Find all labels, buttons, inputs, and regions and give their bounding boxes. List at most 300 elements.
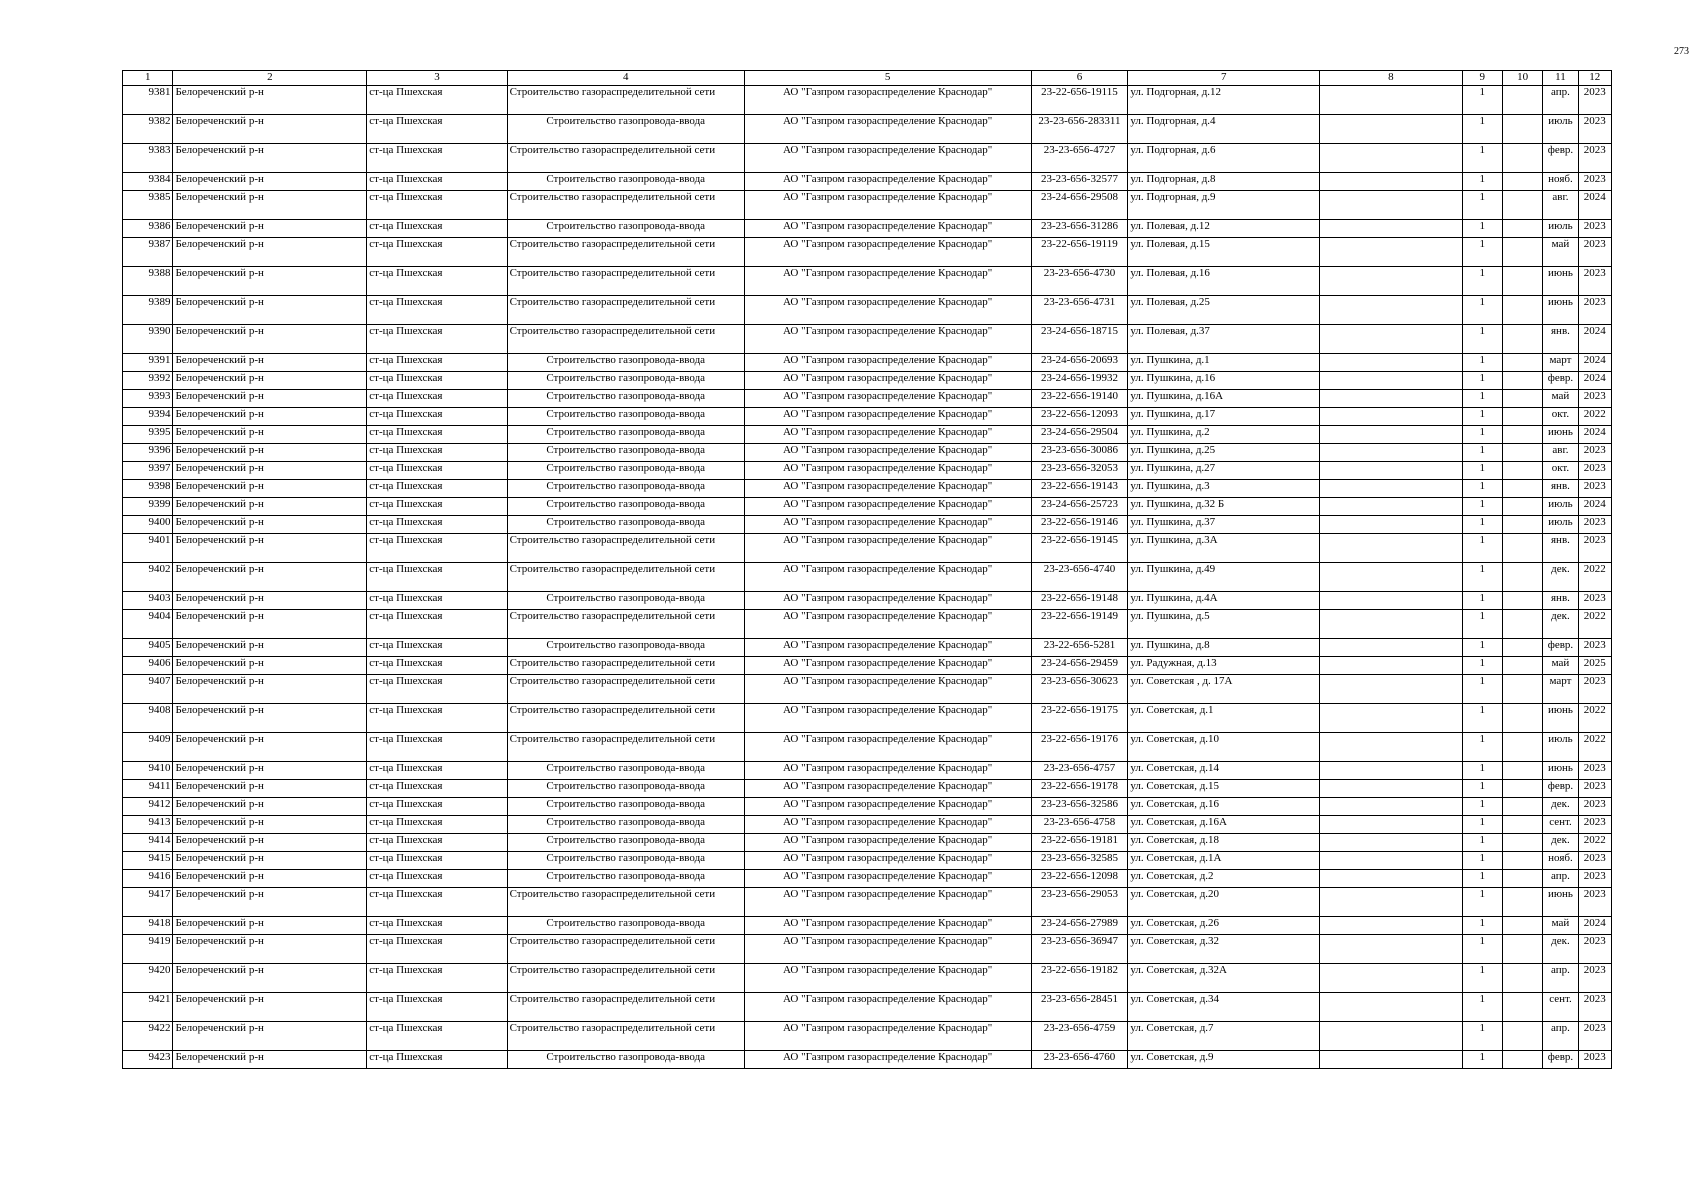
empty-cell — [1320, 173, 1462, 191]
organization-cell: АО "Газпром газораспределение Краснодар" — [744, 480, 1031, 498]
empty-cell — [1502, 1051, 1542, 1069]
column-header: 7 — [1128, 71, 1320, 86]
empty-cell — [1320, 798, 1462, 816]
month-cell: дек. — [1543, 834, 1578, 852]
address-cell: ул. Советская, д.15 — [1128, 780, 1320, 798]
year-cell: 2024 — [1578, 354, 1611, 372]
empty-cell — [1502, 675, 1542, 704]
quantity-cell: 1 — [1462, 325, 1502, 354]
address-cell: ул. Советская, д.34 — [1128, 993, 1320, 1022]
year-cell: 2023 — [1578, 173, 1611, 191]
organization-cell: АО "Газпром газораспределение Краснодар" — [744, 238, 1031, 267]
table-row — [123, 444, 1612, 462]
empty-cell — [1502, 426, 1542, 444]
organization-cell: АО "Газпром газораспределение Краснодар" — [744, 534, 1031, 563]
row-number: 9395 — [123, 426, 173, 444]
address-cell: ул. Советская, д.16А — [1128, 816, 1320, 834]
district-cell: Белореченский р-н — [173, 780, 367, 798]
quantity-cell: 1 — [1462, 480, 1502, 498]
district-cell: Белореченский р-н — [173, 534, 367, 563]
work-type-cell: Строительство газораспределительной сети — [507, 1022, 744, 1051]
district-cell: Белореченский р-н — [173, 325, 367, 354]
settlement-cell: ст-ца Пшехская — [367, 610, 507, 639]
year-cell: 2024 — [1578, 917, 1611, 935]
address-cell: ул. Пушкина, д.5 — [1128, 610, 1320, 639]
month-cell: июнь — [1543, 704, 1578, 733]
empty-cell — [1502, 870, 1542, 888]
district-cell: Белореченский р-н — [173, 852, 367, 870]
quantity-cell: 1 — [1462, 408, 1502, 426]
column-header: 3 — [367, 71, 507, 86]
district-cell: Белореченский р-н — [173, 704, 367, 733]
month-cell: янв. — [1543, 480, 1578, 498]
empty-cell — [1502, 372, 1542, 390]
quantity-cell: 1 — [1462, 780, 1502, 798]
object-code-cell: 23-23-656-283311 — [1031, 115, 1128, 144]
address-cell: ул. Советская , д. 17А — [1128, 675, 1320, 704]
year-cell: 2022 — [1578, 834, 1611, 852]
table-row — [123, 462, 1612, 480]
object-code-cell: 23-22-656-19143 — [1031, 480, 1128, 498]
settlement-cell: ст-ца Пшехская — [367, 191, 507, 220]
settlement-cell: ст-ца Пшехская — [367, 115, 507, 144]
district-cell: Белореченский р-н — [173, 191, 367, 220]
year-cell: 2023 — [1578, 1022, 1611, 1051]
empty-cell — [1320, 639, 1462, 657]
empty-cell — [1502, 390, 1542, 408]
empty-cell — [1502, 462, 1542, 480]
empty-cell — [1320, 816, 1462, 834]
settlement-cell: ст-ца Пшехская — [367, 534, 507, 563]
quantity-cell: 1 — [1462, 390, 1502, 408]
settlement-cell: ст-ца Пшехская — [367, 516, 507, 534]
row-number: 9408 — [123, 704, 173, 733]
work-type-cell: Строительство газопровода-ввода — [507, 834, 744, 852]
table-row — [123, 480, 1612, 498]
quantity-cell: 1 — [1462, 610, 1502, 639]
object-code-cell: 23-24-656-27989 — [1031, 917, 1128, 935]
table-row — [123, 935, 1612, 964]
table-row — [123, 86, 1612, 115]
settlement-cell: ст-ца Пшехская — [367, 563, 507, 592]
year-cell: 2023 — [1578, 1051, 1611, 1069]
organization-cell: АО "Газпром газораспределение Краснодар" — [744, 296, 1031, 325]
object-code-cell: 23-22-656-19146 — [1031, 516, 1128, 534]
object-code-cell: 23-23-656-4730 — [1031, 267, 1128, 296]
organization-cell: АО "Газпром газораспределение Краснодар" — [744, 220, 1031, 238]
year-cell: 2023 — [1578, 144, 1611, 173]
organization-cell: АО "Газпром газораспределение Краснодар" — [744, 426, 1031, 444]
settlement-cell: ст-ца Пшехская — [367, 834, 507, 852]
quantity-cell: 1 — [1462, 993, 1502, 1022]
object-code-cell: 23-22-656-19175 — [1031, 704, 1128, 733]
district-cell: Белореченский р-н — [173, 426, 367, 444]
empty-cell — [1502, 498, 1542, 516]
quantity-cell: 1 — [1462, 1022, 1502, 1051]
organization-cell: АО "Газпром газораспределение Краснодар" — [744, 144, 1031, 173]
address-cell: ул. Пушкина, д.1 — [1128, 354, 1320, 372]
object-code-cell: 23-23-656-30623 — [1031, 675, 1128, 704]
month-cell: июнь — [1543, 762, 1578, 780]
district-cell: Белореченский р-н — [173, 592, 367, 610]
empty-cell — [1320, 408, 1462, 426]
settlement-cell: ст-ца Пшехская — [367, 325, 507, 354]
quantity-cell: 1 — [1462, 733, 1502, 762]
address-cell: ул. Советская, д.20 — [1128, 888, 1320, 917]
organization-cell: АО "Газпром газораспределение Краснодар" — [744, 191, 1031, 220]
object-code-cell: 23-23-656-32585 — [1031, 852, 1128, 870]
year-cell: 2024 — [1578, 498, 1611, 516]
organization-cell: АО "Газпром газораспределение Краснодар" — [744, 704, 1031, 733]
row-number: 9416 — [123, 870, 173, 888]
row-number: 9415 — [123, 852, 173, 870]
quantity-cell: 1 — [1462, 462, 1502, 480]
table-row — [123, 516, 1612, 534]
object-code-cell: 23-23-656-4731 — [1031, 296, 1128, 325]
empty-cell — [1320, 1051, 1462, 1069]
row-number: 9419 — [123, 935, 173, 964]
year-cell: 2023 — [1578, 852, 1611, 870]
quantity-cell: 1 — [1462, 115, 1502, 144]
row-number: 9391 — [123, 354, 173, 372]
object-code-cell: 23-23-656-4727 — [1031, 144, 1128, 173]
district-cell: Белореченский р-н — [173, 390, 367, 408]
table-row — [123, 733, 1612, 762]
empty-cell — [1320, 780, 1462, 798]
organization-cell: АО "Газпром газораспределение Краснодар" — [744, 173, 1031, 191]
district-cell: Белореченский р-н — [173, 816, 367, 834]
row-number: 9398 — [123, 480, 173, 498]
empty-cell — [1320, 733, 1462, 762]
table-row — [123, 639, 1612, 657]
address-cell: ул. Полевая, д.12 — [1128, 220, 1320, 238]
empty-cell — [1502, 935, 1542, 964]
month-cell: апр. — [1543, 870, 1578, 888]
address-cell: ул. Пушкина, д.3А — [1128, 534, 1320, 563]
object-code-cell: 23-22-656-5281 — [1031, 639, 1128, 657]
quantity-cell: 1 — [1462, 563, 1502, 592]
address-cell: ул. Советская, д.32А — [1128, 964, 1320, 993]
settlement-cell: ст-ца Пшехская — [367, 657, 507, 675]
district-cell: Белореченский р-н — [173, 498, 367, 516]
object-code-cell: 23-22-656-19119 — [1031, 238, 1128, 267]
settlement-cell: ст-ца Пшехская — [367, 220, 507, 238]
settlement-cell: ст-ца Пшехская — [367, 462, 507, 480]
work-type-cell: Строительство газораспределительной сети — [507, 563, 744, 592]
quantity-cell: 1 — [1462, 534, 1502, 563]
empty-cell — [1320, 852, 1462, 870]
object-code-cell: 23-23-656-4757 — [1031, 762, 1128, 780]
empty-cell — [1502, 354, 1542, 372]
table-row — [123, 1022, 1612, 1051]
object-code-cell: 23-23-656-29053 — [1031, 888, 1128, 917]
quantity-cell: 1 — [1462, 852, 1502, 870]
month-cell: февр. — [1543, 372, 1578, 390]
month-cell: март — [1543, 675, 1578, 704]
work-type-cell: Строительство газопровода-ввода — [507, 220, 744, 238]
settlement-cell: ст-ца Пшехская — [367, 852, 507, 870]
empty-cell — [1502, 639, 1542, 657]
empty-cell — [1502, 144, 1542, 173]
year-cell: 2022 — [1578, 610, 1611, 639]
row-number: 9384 — [123, 173, 173, 191]
empty-cell — [1502, 191, 1542, 220]
table-row — [123, 296, 1612, 325]
row-number: 9409 — [123, 733, 173, 762]
empty-cell — [1320, 220, 1462, 238]
row-number: 9406 — [123, 657, 173, 675]
quantity-cell: 1 — [1462, 296, 1502, 325]
address-cell: ул. Пушкина, д.37 — [1128, 516, 1320, 534]
quantity-cell: 1 — [1462, 834, 1502, 852]
empty-cell — [1320, 592, 1462, 610]
organization-cell: АО "Газпром газораспределение Краснодар" — [744, 834, 1031, 852]
address-cell: ул. Подгорная, д.4 — [1128, 115, 1320, 144]
district-cell: Белореченский р-н — [173, 870, 367, 888]
month-cell: июнь — [1543, 267, 1578, 296]
work-type-cell: Строительство газораспределительной сети — [507, 534, 744, 563]
year-cell: 2023 — [1578, 534, 1611, 563]
empty-cell — [1320, 964, 1462, 993]
column-header: 5 — [744, 71, 1031, 86]
row-number: 9387 — [123, 238, 173, 267]
quantity-cell: 1 — [1462, 935, 1502, 964]
row-number: 9414 — [123, 834, 173, 852]
table-row — [123, 191, 1612, 220]
organization-cell: АО "Газпром газораспределение Краснодар" — [744, 86, 1031, 115]
table-row — [123, 220, 1612, 238]
settlement-cell: ст-ца Пшехская — [367, 935, 507, 964]
address-cell: ул. Пушкина, д.8 — [1128, 639, 1320, 657]
settlement-cell: ст-ца Пшехская — [367, 1022, 507, 1051]
row-number: 9382 — [123, 115, 173, 144]
quantity-cell: 1 — [1462, 1051, 1502, 1069]
empty-cell — [1320, 762, 1462, 780]
month-cell: апр. — [1543, 86, 1578, 115]
table-row — [123, 238, 1612, 267]
settlement-cell: ст-ца Пшехская — [367, 238, 507, 267]
year-cell: 2023 — [1578, 390, 1611, 408]
district-cell: Белореченский р-н — [173, 993, 367, 1022]
district-cell: Белореченский р-н — [173, 834, 367, 852]
address-cell: ул. Радужная, д.13 — [1128, 657, 1320, 675]
object-code-cell: 23-23-656-28451 — [1031, 993, 1128, 1022]
empty-cell — [1320, 444, 1462, 462]
month-cell: янв. — [1543, 592, 1578, 610]
row-number: 9381 — [123, 86, 173, 115]
work-type-cell: Строительство газопровода-ввода — [507, 462, 744, 480]
object-code-cell: 23-24-656-29508 — [1031, 191, 1128, 220]
address-cell: ул. Полевая, д.25 — [1128, 296, 1320, 325]
row-number: 9388 — [123, 267, 173, 296]
year-cell: 2023 — [1578, 296, 1611, 325]
quantity-cell: 1 — [1462, 354, 1502, 372]
quantity-cell: 1 — [1462, 372, 1502, 390]
address-cell: ул. Пушкина, д.16 — [1128, 372, 1320, 390]
month-cell: сент. — [1543, 993, 1578, 1022]
row-number: 9396 — [123, 444, 173, 462]
row-number: 9422 — [123, 1022, 173, 1051]
empty-cell — [1502, 834, 1542, 852]
quantity-cell: 1 — [1462, 639, 1502, 657]
organization-cell: АО "Газпром газораспределение Краснодар" — [744, 390, 1031, 408]
organization-cell: АО "Газпром газораспределение Краснодар" — [744, 762, 1031, 780]
organization-cell: АО "Газпром газораспределение Краснодар" — [744, 733, 1031, 762]
empty-cell — [1320, 870, 1462, 888]
year-cell: 2023 — [1578, 639, 1611, 657]
row-number: 9403 — [123, 592, 173, 610]
district-cell: Белореченский р-н — [173, 444, 367, 462]
organization-cell: АО "Газпром газораспределение Краснодар" — [744, 1022, 1031, 1051]
month-cell: март — [1543, 354, 1578, 372]
row-number: 9394 — [123, 408, 173, 426]
work-type-cell: Строительство газопровода-ввода — [507, 592, 744, 610]
settlement-cell: ст-ца Пшехская — [367, 733, 507, 762]
empty-cell — [1502, 798, 1542, 816]
empty-cell — [1320, 354, 1462, 372]
month-cell: авг. — [1543, 444, 1578, 462]
settlement-cell: ст-ца Пшехская — [367, 993, 507, 1022]
row-number: 9392 — [123, 372, 173, 390]
work-type-cell: Строительство газораспределительной сети — [507, 86, 744, 115]
object-code-cell: 23-22-656-19115 — [1031, 86, 1128, 115]
row-number: 9417 — [123, 888, 173, 917]
row-number: 9393 — [123, 390, 173, 408]
work-type-cell: Строительство газопровода-ввода — [507, 516, 744, 534]
month-cell: февр. — [1543, 144, 1578, 173]
empty-cell — [1502, 993, 1542, 1022]
row-number: 9405 — [123, 639, 173, 657]
object-code-cell: 23-24-656-19932 — [1031, 372, 1128, 390]
organization-cell: АО "Газпром газораспределение Краснодар" — [744, 592, 1031, 610]
month-cell: окт. — [1543, 408, 1578, 426]
year-cell: 2023 — [1578, 480, 1611, 498]
month-cell: нояб. — [1543, 173, 1578, 191]
organization-cell: АО "Газпром газораспределение Краснодар" — [744, 563, 1031, 592]
year-cell: 2023 — [1578, 816, 1611, 834]
table-row — [123, 798, 1612, 816]
work-type-cell: Строительство газопровода-ввода — [507, 444, 744, 462]
organization-cell: АО "Газпром газораспределение Краснодар" — [744, 816, 1031, 834]
month-cell: июль — [1543, 220, 1578, 238]
empty-cell — [1502, 296, 1542, 325]
quantity-cell: 1 — [1462, 191, 1502, 220]
quantity-cell: 1 — [1462, 86, 1502, 115]
table-row — [123, 408, 1612, 426]
district-cell: Белореченский р-н — [173, 639, 367, 657]
address-cell: ул. Полевая, д.16 — [1128, 267, 1320, 296]
address-cell: ул. Подгорная, д.9 — [1128, 191, 1320, 220]
table-row — [123, 325, 1612, 354]
object-code-cell: 23-24-656-25723 — [1031, 498, 1128, 516]
column-header: 1 — [123, 71, 173, 86]
empty-cell — [1320, 516, 1462, 534]
empty-cell — [1320, 144, 1462, 173]
column-header: 10 — [1502, 71, 1542, 86]
quantity-cell: 1 — [1462, 704, 1502, 733]
organization-cell: АО "Газпром газораспределение Краснодар" — [744, 870, 1031, 888]
empty-cell — [1320, 675, 1462, 704]
month-cell: янв. — [1543, 325, 1578, 354]
object-code-cell: 23-24-656-18715 — [1031, 325, 1128, 354]
column-header: 12 — [1578, 71, 1611, 86]
column-number-header — [123, 71, 1612, 86]
table-row — [123, 115, 1612, 144]
quantity-cell: 1 — [1462, 444, 1502, 462]
settlement-cell: ст-ца Пшехская — [367, 592, 507, 610]
year-cell: 2023 — [1578, 462, 1611, 480]
empty-cell — [1320, 534, 1462, 563]
empty-cell — [1502, 86, 1542, 115]
work-type-cell: Строительство газораспределительной сети — [507, 704, 744, 733]
address-cell: ул. Пушкина, д.27 — [1128, 462, 1320, 480]
object-code-cell: 23-23-656-32577 — [1031, 173, 1128, 191]
empty-cell — [1502, 704, 1542, 733]
row-number: 9413 — [123, 816, 173, 834]
quantity-cell: 1 — [1462, 888, 1502, 917]
empty-cell — [1320, 462, 1462, 480]
empty-cell — [1320, 888, 1462, 917]
empty-cell — [1502, 657, 1542, 675]
settlement-cell: ст-ца Пшехская — [367, 888, 507, 917]
district-cell: Белореченский р-н — [173, 917, 367, 935]
table-row — [123, 917, 1612, 935]
table-row — [123, 563, 1612, 592]
work-type-cell: Строительство газопровода-ввода — [507, 480, 744, 498]
empty-cell — [1320, 704, 1462, 733]
work-type-cell: Строительство газораспределительной сети — [507, 267, 744, 296]
district-cell: Белореченский р-н — [173, 563, 367, 592]
quantity-cell: 1 — [1462, 144, 1502, 173]
empty-cell — [1502, 610, 1542, 639]
empty-cell — [1320, 1022, 1462, 1051]
object-code-cell: 23-23-656-4758 — [1031, 816, 1128, 834]
empty-cell — [1502, 238, 1542, 267]
address-cell: ул. Пушкина, д.25 — [1128, 444, 1320, 462]
district-cell: Белореченский р-н — [173, 675, 367, 704]
column-header: 2 — [173, 71, 367, 86]
work-type-cell: Строительство газопровода-ввода — [507, 426, 744, 444]
empty-cell — [1502, 852, 1542, 870]
row-number: 9407 — [123, 675, 173, 704]
table-row — [123, 657, 1612, 675]
object-code-cell: 23-22-656-19148 — [1031, 592, 1128, 610]
year-cell: 2023 — [1578, 762, 1611, 780]
district-cell: Белореченский р-н — [173, 762, 367, 780]
address-cell: ул. Пушкина, д.17 — [1128, 408, 1320, 426]
settlement-cell: ст-ца Пшехская — [367, 816, 507, 834]
month-cell: сент. — [1543, 816, 1578, 834]
year-cell: 2023 — [1578, 993, 1611, 1022]
month-cell: дек. — [1543, 798, 1578, 816]
quantity-cell: 1 — [1462, 426, 1502, 444]
work-type-cell: Строительство газораспределительной сети — [507, 610, 744, 639]
district-cell: Белореченский р-н — [173, 238, 367, 267]
empty-cell — [1320, 191, 1462, 220]
month-cell: апр. — [1543, 964, 1578, 993]
empty-cell — [1320, 267, 1462, 296]
table-row — [123, 610, 1612, 639]
address-cell: ул. Пушкина, д.3 — [1128, 480, 1320, 498]
organization-cell: АО "Газпром газораспределение Краснодар" — [744, 993, 1031, 1022]
object-code-cell: 23-23-656-32586 — [1031, 798, 1128, 816]
year-cell: 2023 — [1578, 798, 1611, 816]
settlement-cell: ст-ца Пшехская — [367, 780, 507, 798]
empty-cell — [1502, 325, 1542, 354]
row-number: 9390 — [123, 325, 173, 354]
work-type-cell: Строительство газораспределительной сети — [507, 733, 744, 762]
row-number: 9385 — [123, 191, 173, 220]
